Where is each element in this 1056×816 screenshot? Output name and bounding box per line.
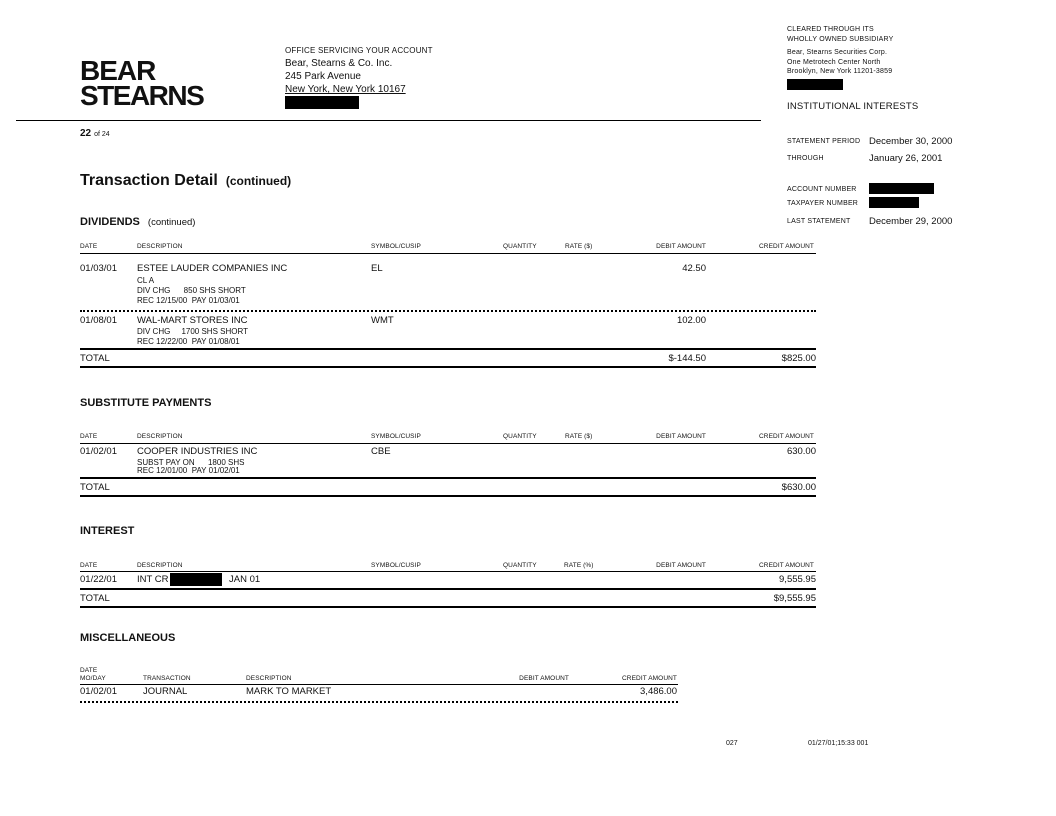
office-address bbox=[285, 44, 433, 113]
dividend-row-2-debit: 102.00 bbox=[676, 315, 706, 326]
misc-row-credit: 3,486.00 bbox=[640, 686, 677, 697]
col-transaction: TRANSACTION bbox=[143, 675, 191, 682]
col-description: DESCRIPTION bbox=[246, 675, 292, 682]
dividends-heading bbox=[80, 216, 195, 228]
substitute-total-label: TOTAL bbox=[80, 482, 110, 493]
interest-row-desc-2: JAN 01 bbox=[229, 574, 261, 585]
col-debit: DEBIT AMOUNT bbox=[519, 675, 569, 682]
col-rate: RATE ($) bbox=[565, 243, 593, 250]
col-quantity: QUANTITY bbox=[503, 243, 537, 250]
substitute-total-rule bbox=[80, 477, 816, 479]
interest-header-rule bbox=[80, 571, 816, 572]
interest-total-label: TOTAL bbox=[80, 593, 110, 604]
dividend-row-2-sub1: DIV CHG 1700 SHS SHORT bbox=[137, 327, 248, 336]
interest-redaction bbox=[170, 573, 222, 586]
clearing-info bbox=[787, 25, 894, 93]
dividends-total-debit: $-144.50 bbox=[668, 353, 706, 364]
last-statement-value: December 29, 2000 bbox=[869, 216, 953, 227]
dividend-row-2-date: 01/08/01 bbox=[80, 315, 117, 326]
logo-line-1: BEAR bbox=[80, 55, 156, 86]
account-number-label: ACCOUNT NUMBER bbox=[787, 186, 857, 193]
title-continued: (continued) bbox=[225, 174, 292, 188]
clearing-line-1: CLEARED THROUGH ITS bbox=[787, 26, 874, 33]
col-rate: RATE ($) bbox=[565, 433, 593, 440]
substitute-header-rule bbox=[80, 443, 816, 444]
interest-row-credit: 9,555.95 bbox=[779, 574, 816, 585]
misc-row-date: 01/02/01 bbox=[80, 686, 117, 697]
dividend-row-separator bbox=[80, 310, 816, 312]
statement-period-value: December 30, 2000 bbox=[869, 136, 953, 147]
col-credit: CREDIT AMOUNT bbox=[759, 433, 814, 440]
substitute-payments-heading: SUBSTITUTE PAYMENTS bbox=[80, 397, 212, 409]
clearing-corp-city: Brooklyn, New York 11201-3859 bbox=[787, 68, 893, 75]
substitute-row-sub2: REC 12/01/00 PAY 01/02/01 bbox=[137, 466, 240, 475]
bear-stearns-logo bbox=[80, 55, 204, 111]
col-debit: DEBIT AMOUNT bbox=[656, 562, 706, 569]
dividends-continued: (continued) bbox=[147, 217, 196, 228]
col-date: DATE bbox=[80, 667, 98, 674]
account-title: INSTITUTIONAL INTERESTS bbox=[787, 101, 919, 112]
statement-period-label: STATEMENT PERIOD bbox=[787, 138, 861, 145]
clearing-line-2: WHOLLY OWNED SUBSIDIARY bbox=[787, 35, 894, 43]
col-description: DESCRIPTION bbox=[137, 562, 183, 569]
footer-timestamp: 01/27/01;15:33 001 bbox=[808, 740, 869, 747]
substitute-row-sub1: SUBST PAY ON 1800 SHS bbox=[137, 458, 245, 467]
substitute-row-desc: COOPER INDUSTRIES INC bbox=[137, 446, 258, 457]
dividend-row-1-sub2: DIV CHG 850 SHS SHORT bbox=[137, 286, 246, 295]
redaction-block bbox=[787, 79, 843, 90]
dividend-row-1-desc: ESTEE LAUDER COMPANIES INC bbox=[137, 263, 288, 274]
miscellaneous-heading: MISCELLANEOUS bbox=[80, 632, 176, 644]
taxpayer-number-label: TAXPAYER NUMBER bbox=[787, 200, 859, 207]
dividends-total-rule bbox=[80, 348, 816, 350]
interest-row-desc: INT CR bbox=[137, 574, 169, 585]
dividend-row-1-sub1: CL A bbox=[137, 276, 155, 285]
interest-total-credit: $9,555.95 bbox=[773, 593, 816, 604]
misc-header-rule bbox=[80, 684, 678, 685]
page-number bbox=[80, 128, 110, 139]
dividend-row-1-sub3: REC 12/15/00 PAY 01/03/01 bbox=[137, 296, 240, 305]
col-symbol: SYMBOL/CUSIP bbox=[371, 562, 421, 569]
misc-row-separator bbox=[80, 701, 678, 703]
col-date: DATE bbox=[80, 243, 98, 250]
col-debit: DEBIT AMOUNT bbox=[656, 433, 706, 440]
page-title bbox=[80, 172, 291, 190]
office-street: 245 Park Avenue bbox=[285, 71, 361, 82]
account-number-redaction bbox=[869, 183, 934, 194]
page-of: of 24 bbox=[94, 131, 110, 138]
dividends-bottom-rule bbox=[80, 366, 816, 368]
clearing-corp-street: One Metrotech Center North bbox=[787, 58, 881, 66]
interest-bottom-rule bbox=[80, 606, 816, 608]
col-date: DATE bbox=[80, 433, 98, 440]
interest-total-rule bbox=[80, 588, 816, 590]
misc-row-transaction: JOURNAL bbox=[143, 686, 188, 697]
col-credit: CREDIT AMOUNT bbox=[759, 562, 814, 569]
footer-code: 027 bbox=[726, 740, 738, 747]
dividend-row-1-date: 01/03/01 bbox=[80, 263, 117, 274]
logo-line-2: STEARNS bbox=[80, 80, 204, 111]
substitute-row-credit: 630.00 bbox=[786, 446, 816, 457]
header-divider bbox=[16, 120, 761, 121]
col-symbol: SYMBOL/CUSIP bbox=[371, 433, 421, 440]
col-credit: CREDIT AMOUNT bbox=[622, 675, 677, 682]
substitute-total-credit: $630.00 bbox=[781, 482, 816, 493]
interest-row-date: 01/22/01 bbox=[80, 574, 117, 585]
clearing-corp-name: Bear, Stearns Securities Corp. bbox=[787, 49, 888, 56]
dividend-row-1-symbol: EL bbox=[371, 263, 383, 274]
office-city: New York, New York 10167 bbox=[285, 84, 406, 95]
through-label: THROUGH bbox=[787, 155, 824, 162]
office-name: Bear, Stearns & Co. Inc. bbox=[285, 58, 393, 69]
col-rate-percent: RATE (%) bbox=[564, 562, 594, 569]
misc-row-desc: MARK TO MARKET bbox=[246, 686, 332, 697]
redaction-block bbox=[285, 96, 359, 109]
col-debit: DEBIT AMOUNT bbox=[656, 243, 706, 250]
office-heading: OFFICE SERVICING YOUR ACCOUNT bbox=[285, 46, 433, 55]
page-current: 22 bbox=[80, 128, 92, 139]
dividends-total-label: TOTAL bbox=[80, 353, 110, 364]
dividend-row-2-symbol: WMT bbox=[371, 315, 394, 326]
dividends-title: DIVIDENDS bbox=[80, 216, 140, 228]
col-quantity: QUANTITY bbox=[503, 433, 537, 440]
col-description: DESCRIPTION bbox=[137, 433, 183, 440]
col-symbol: SYMBOL/CUSIP bbox=[371, 243, 421, 250]
substitute-row-symbol: CBE bbox=[371, 446, 391, 457]
through-value: January 26, 2001 bbox=[869, 153, 943, 164]
dividends-header-rule bbox=[80, 253, 816, 254]
title-main: Transaction Detail bbox=[80, 172, 218, 189]
col-mo-day: MO/DAY bbox=[80, 675, 106, 682]
dividends-total-credit: $825.00 bbox=[781, 353, 816, 364]
substitute-bottom-rule bbox=[80, 495, 816, 497]
interest-heading: INTEREST bbox=[80, 525, 135, 537]
dividend-row-1-debit: 42.50 bbox=[682, 263, 706, 274]
col-date: DATE bbox=[80, 562, 98, 569]
taxpayer-number-redaction bbox=[869, 197, 919, 208]
dividend-row-2-desc: WAL-MART STORES INC bbox=[137, 315, 248, 326]
col-credit: CREDIT AMOUNT bbox=[759, 243, 814, 250]
col-description: DESCRIPTION bbox=[137, 243, 183, 250]
col-quantity: QUANTITY bbox=[503, 562, 537, 569]
dividend-row-2-sub2: REC 12/22/00 PAY 01/08/01 bbox=[137, 337, 240, 346]
last-statement-label: LAST STATEMENT bbox=[787, 218, 851, 225]
substitute-row-date: 01/02/01 bbox=[80, 446, 117, 457]
